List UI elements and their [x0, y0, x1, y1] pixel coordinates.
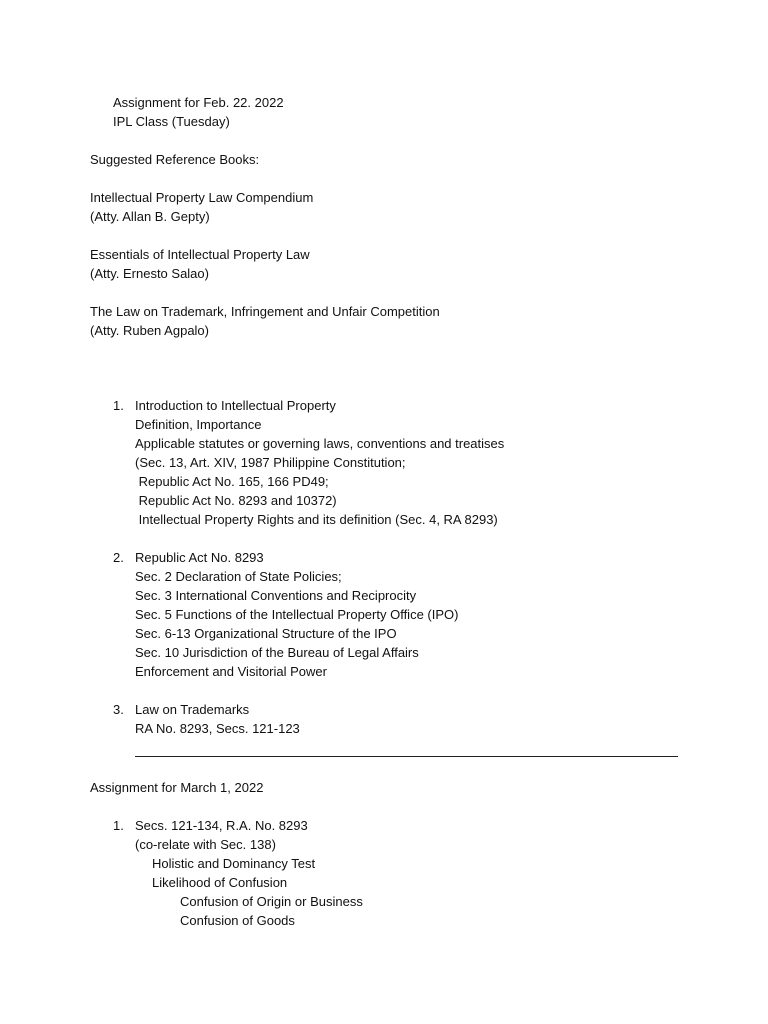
list-number: 2. — [113, 550, 124, 565]
sub-item-line: Holistic and Dominancy Test — [152, 856, 316, 871]
class-line: IPL Class (Tuesday) — [113, 114, 230, 129]
list-number: 1. — [113, 398, 124, 413]
sub-sub-item-line: Confusion of Origin or Business — [180, 894, 363, 909]
list-item-line: Definition, Importance — [135, 417, 262, 432]
second-assignment-heading: Assignment for March 1, 2022 — [90, 780, 264, 795]
list-item-line: Sec. 6-13 Organizational Structure of the IPO — [135, 626, 397, 641]
assignment-date-line: Assignment for Feb. 22. 2022 — [113, 95, 284, 110]
horizontal-divider — [135, 756, 678, 757]
sub-item-line: Likelihood of Confusion — [152, 875, 288, 890]
list-item-line: (Sec. 13, Art. XIV, 1987 Philippine Constitution; — [135, 455, 406, 470]
book-title: Essentials of Intellectual Property Law — [90, 247, 310, 262]
list-item-line: Sec. 10 Jurisdiction of the Bureau of Legal Affairs — [135, 645, 419, 660]
book-author: (Atty. Allan B. Gepty) — [90, 209, 210, 224]
book-author: (Atty. Ernesto Salao) — [90, 266, 209, 281]
list-item-line: Secs. 121-134, R.A. No. 8293 — [135, 818, 308, 833]
list-item-line: Intellectual Property Rights and its definition (Sec. 4, RA 8293) — [135, 512, 498, 527]
list-number: 3. — [113, 702, 124, 717]
list-item-line: Enforcement and Visitorial Power — [135, 664, 327, 679]
list-item-line: Introduction to Intellectual Property — [135, 398, 336, 413]
sub-sub-item-line: Confusion of Goods — [180, 913, 295, 928]
list-item-line: Sec. 3 International Conventions and Reciprocity — [135, 588, 417, 603]
book-title: The Law on Trademark, Infringement and Unfair Competition — [90, 304, 440, 319]
references-heading: Suggested Reference Books: — [90, 152, 260, 167]
list-item-line: RA No. 8293, Secs. 121-123 — [135, 721, 300, 736]
list-item-line: Sec. 2 Declaration of State Policies; — [135, 569, 342, 584]
list-item-line: Sec. 5 Functions of the Intellectual Property Office (IPO) — [135, 607, 459, 622]
list-item-line: Law on Trademarks — [135, 702, 250, 717]
list-item-line: Republic Act No. 8293 — [135, 550, 264, 565]
book-title: Intellectual Property Law Compendium — [90, 190, 314, 205]
list-item-line: Applicable statutes or governing laws, conventions and treatises — [135, 436, 505, 451]
list-item-line: (co-relate with Sec. 138) — [135, 837, 276, 852]
list-number: 1. — [113, 818, 124, 833]
book-author: (Atty. Ruben Agpalo) — [90, 323, 209, 338]
list-item-line: Republic Act No. 165, 166 PD49; — [135, 474, 329, 489]
list-item-line: Republic Act No. 8293 and 10372) — [135, 493, 337, 508]
